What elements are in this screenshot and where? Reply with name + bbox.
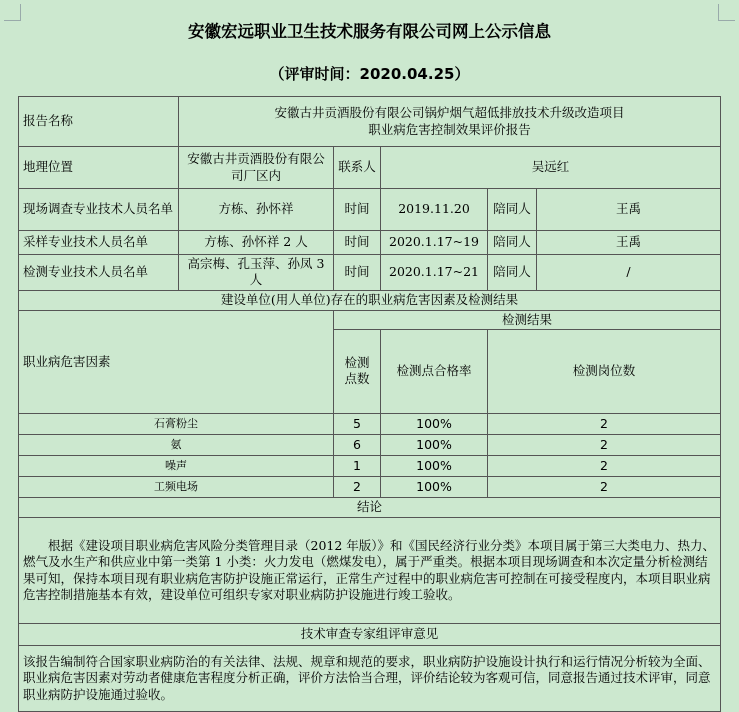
sampling-accompany-label: 陪同人 xyxy=(488,231,537,255)
hazard-factor-label: 职业病危害因素 xyxy=(19,310,334,414)
report-name-label: 报告名称 xyxy=(19,97,179,147)
row-expert-title xyxy=(19,624,721,646)
survey-time-label: 时间 xyxy=(334,189,381,231)
disclosure-table xyxy=(18,96,721,712)
review-time: （评审时间：2020.04.25） xyxy=(269,65,470,83)
sampling-accompany: 王禹 xyxy=(537,231,721,255)
sampling-label: 采样专业技术人员名单 xyxy=(19,231,179,255)
testing-time-label: 时间 xyxy=(334,255,381,291)
hazard-points: 2 xyxy=(334,477,381,498)
survey-staff: 方栋、孙怀祥 xyxy=(179,189,334,231)
sampling-staff: 方栋、孙怀祥 2 人 xyxy=(179,231,334,255)
row-conclusion xyxy=(19,518,721,624)
row-hazard-head1 xyxy=(19,310,721,329)
hazard-point-rate: 100% xyxy=(381,456,488,477)
row-sampling xyxy=(19,231,721,255)
hazard-posts: 2 xyxy=(488,414,721,435)
hazard-section-title: 建设单位(用人单位)存在的职业病危害因素及检测结果 xyxy=(19,290,721,310)
hazard-point-rate: 100% xyxy=(381,414,488,435)
contact-value: 吴远红 xyxy=(381,147,721,189)
survey-accompany-label: 陪同人 xyxy=(488,189,537,231)
hazard-points: 6 xyxy=(334,435,381,456)
table-row xyxy=(19,435,721,456)
row-hazard-section xyxy=(19,290,721,310)
hazard-results-label: 检测结果 xyxy=(334,310,721,329)
conclusion-title: 结论 xyxy=(19,498,721,518)
table-row xyxy=(19,477,721,498)
row-testing xyxy=(19,255,721,291)
row-report-name xyxy=(19,97,721,147)
col-points: 检测点数 xyxy=(334,329,381,413)
survey-label: 现场调查专业技术人员名单 xyxy=(19,189,179,231)
table-row xyxy=(19,414,721,435)
hazard-point-rate: 100% xyxy=(381,477,488,498)
survey-time: 2019.11.20 xyxy=(381,189,488,231)
conclusion-text: 根据《建设项目职业病危害风险分类管理目录（2012 年版）》和《国民经济行业分类》本项目属于第三大类电力、热力、燃气及水生产和供应业中第一类第 1 小类：火力发电（燃煤发电），属于严重类。根据本项目现场调查和本次定量分析检测结果可知，保持本项目现有职业病危害防护设施正常运行，正常生产过程中的职业病危害可控制在可接受程度内，本项目职业病危害控制措施基本有效，建设单位可组织专家对职业病防护设施进行竣工验收。 xyxy=(19,518,721,624)
sampling-time: 2020.1.17~19 xyxy=(381,231,488,255)
table-row xyxy=(19,456,721,477)
row-expert xyxy=(19,646,721,712)
row-survey xyxy=(19,189,721,231)
col-point-rate: 检测点合格率 xyxy=(381,329,488,413)
hazard-factor: 氨 xyxy=(19,435,334,456)
testing-label: 检测专业技术人员名单 xyxy=(19,255,179,291)
testing-time: 2020.1.17~21 xyxy=(381,255,488,291)
hazard-posts: 2 xyxy=(488,456,721,477)
survey-accompany: 王禹 xyxy=(537,189,721,231)
page-title: 安徽宏远职业卫生技术服务有限公司网上公示信息 xyxy=(188,22,551,41)
report-name-value xyxy=(179,97,721,147)
row-conclusion-title xyxy=(19,498,721,518)
hazard-factor: 工频电场 xyxy=(19,477,334,498)
hazard-factor: 噪声 xyxy=(19,456,334,477)
sampling-time-label: 时间 xyxy=(334,231,381,255)
testing-staff: 高宗梅、孔玉萍、孙凤 3 人 xyxy=(179,255,334,291)
col-posts: 检测岗位数 xyxy=(488,329,721,413)
contact-label: 联系人 xyxy=(334,147,381,189)
testing-accompany-label: 陪同人 xyxy=(488,255,537,291)
expert-title: 技术审查专家组评审意见 xyxy=(19,624,721,646)
report-name-line1: 安徽古井贡酒股份有限公司锅炉烟气超低排放技术升级改造项目 xyxy=(274,105,625,121)
report-name-line2: 职业病危害控制效果评价报告 xyxy=(368,121,531,137)
hazard-points: 5 xyxy=(334,414,381,435)
expert-text: 该报告编制符合国家职业病防治的有关法律、法规、规章和规范的要求，职业病防护设施设计执行和运行情况分析较为全面、职业病危害因素对劳动者健康危害程度分析正确，评价方法恰当合理，评价结论较为客观可信，同意报告通过技术评审，同意职业病防护设施通过验收。 xyxy=(19,646,721,712)
hazard-point-rate: 100% xyxy=(381,435,488,456)
row-location xyxy=(19,147,721,189)
location-value: 安徽古井贡酒股份有限公司厂区内 xyxy=(179,147,334,189)
hazard-factor: 石膏粉尘 xyxy=(19,414,334,435)
testing-accompany: / xyxy=(537,255,721,291)
location-label: 地理位置 xyxy=(19,147,179,189)
hazard-posts: 2 xyxy=(488,435,721,456)
hazard-points: 1 xyxy=(334,456,381,477)
hazard-posts: 2 xyxy=(488,477,721,498)
